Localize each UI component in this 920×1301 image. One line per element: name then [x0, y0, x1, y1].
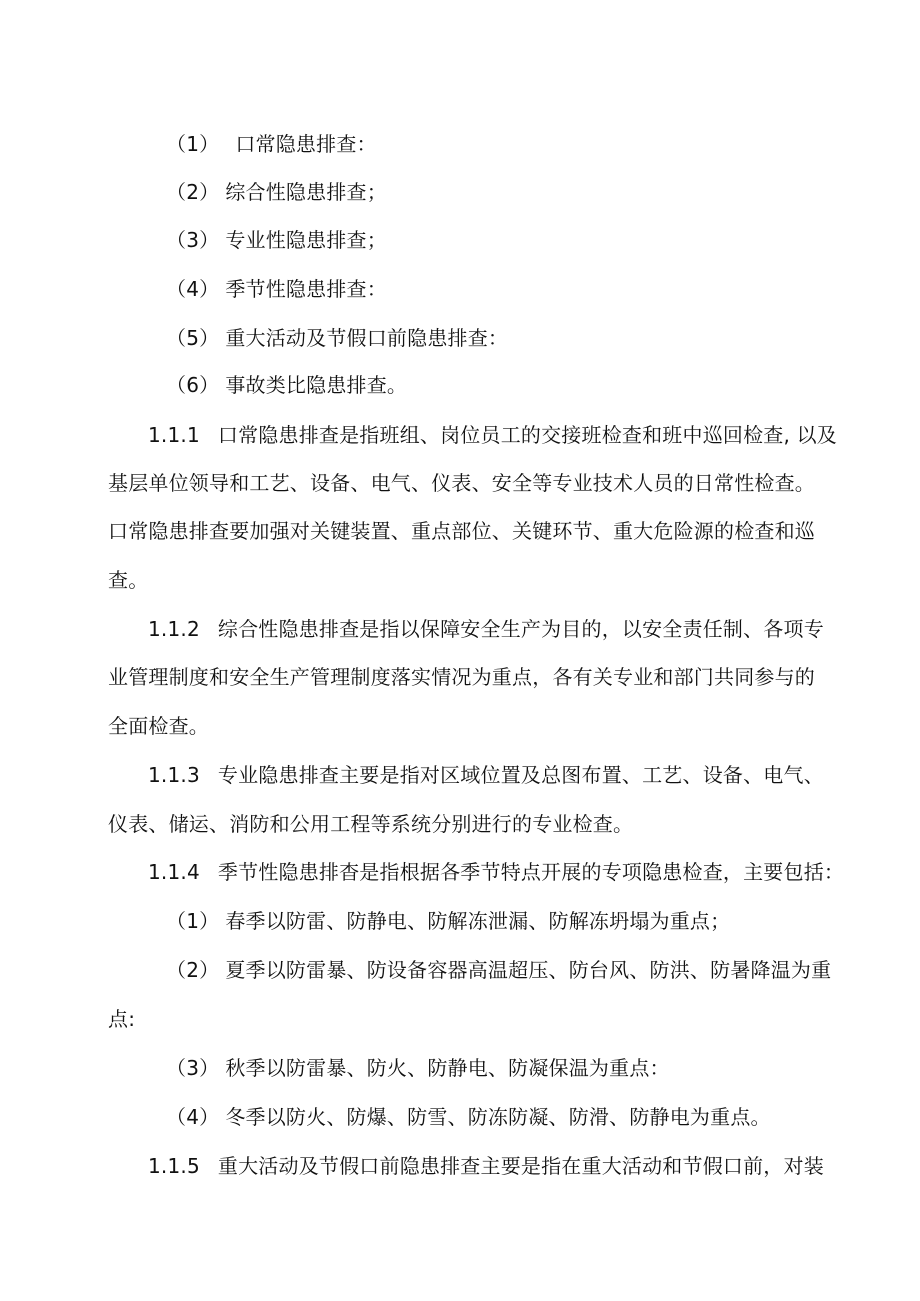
list-item [166, 1054, 670, 1082]
item-text: 春季以防雷、防静电、防解冻泄漏、防解冻坍塌为重点； [225, 909, 731, 933]
paragraph-line: 口常隐患排查要加强对关键装置、重点部位、关键环节、重大危险源的检查和巡 [108, 519, 815, 543]
list-item [166, 275, 387, 303]
item-text: 重大活动及节假口前隐患排查： [225, 326, 509, 350]
item-text: 综合性隐患排查； [225, 180, 387, 204]
paragraph-line: 基层单位领导和工艺、设备、电气、仪表、安全等专业技术人员的日常性检查。 [108, 471, 815, 495]
list-item [166, 178, 387, 206]
list-item [166, 324, 508, 352]
section-number: 1.1.4 [148, 860, 200, 884]
paragraph-line: 仪表、储运、消防和公用工程等系统分别进行的专业检查。 [108, 812, 634, 836]
list-item-continuation: 点: [108, 1007, 136, 1031]
list-item [166, 1103, 771, 1131]
item-text: 夏季以防雷暴、防设备容器高温超压、防台风、防洪、防暑降温为重 [225, 958, 832, 982]
item-text: 口常隐患排查： [235, 132, 377, 156]
item-text: 秋季以防雷暴、防火、防静电、防凝保温为重点： [225, 1056, 670, 1080]
section-number: 1.1.1 [148, 423, 200, 447]
item-text: 专业性隐患排查； [225, 228, 387, 252]
paragraph-line: 查。 [108, 568, 149, 592]
section-number: 1.1.5 [148, 1154, 200, 1178]
item-number: （1） [166, 132, 220, 156]
item-number: （6） [166, 373, 220, 397]
item-number: （5） [166, 326, 220, 350]
paragraph-text: 口常隐患排查是指班组、岗位员工的交接班检查和班中巡回检查, 以及 [217, 423, 838, 447]
item-number: （1） [166, 909, 220, 933]
list-item [166, 907, 730, 935]
paragraph-text: 综合性隐患排查是指以保障安全生产为目的，以安全责任制、各项专 [217, 617, 824, 641]
item-number: （2） [166, 958, 220, 982]
list-item [166, 130, 377, 158]
item-text: 冬季以防火、防爆、防雪、防冻防凝、防滑、防静电为重点。 [225, 1105, 771, 1129]
list-item [166, 371, 407, 399]
paragraph-line: 业管理制度和安全生产管理制度落实情况为重点，各有关专业和部门共同参与的 [108, 665, 815, 689]
list-item [166, 956, 831, 984]
item-number: （3） [166, 1056, 220, 1080]
paragraph-line: 全面检查。 [108, 714, 209, 738]
section-1-1-2-line [148, 615, 824, 643]
item-number: （3） [166, 228, 220, 252]
item-number: （4） [166, 1105, 220, 1129]
section-1-1-3-line [148, 761, 824, 789]
section-1-1-5-line [148, 1152, 824, 1180]
section-number: 1.1.2 [148, 617, 200, 641]
item-text: 季节性隐患排查： [225, 277, 387, 301]
section-1-1-4-line [148, 858, 844, 886]
paragraph-text: 专业隐患排查主要是指对区域位置及总图布置、工艺、设备、电气、 [217, 763, 824, 787]
paragraph-text: 重大活动及节假口前隐患排查主要是指在重大活动和节假口前，对装 [217, 1154, 824, 1178]
section-1-1-1-line [148, 421, 837, 449]
item-number: （2） [166, 180, 220, 204]
list-item [166, 226, 387, 254]
section-number: 1.1.3 [148, 763, 200, 787]
item-text: 事故类比隐患排查。 [225, 373, 408, 397]
item-number: （4） [166, 277, 220, 301]
paragraph-text: 季节性隐患排杳是指根据各季节特点开展的专项隐患检查，主要包括： [217, 860, 845, 884]
